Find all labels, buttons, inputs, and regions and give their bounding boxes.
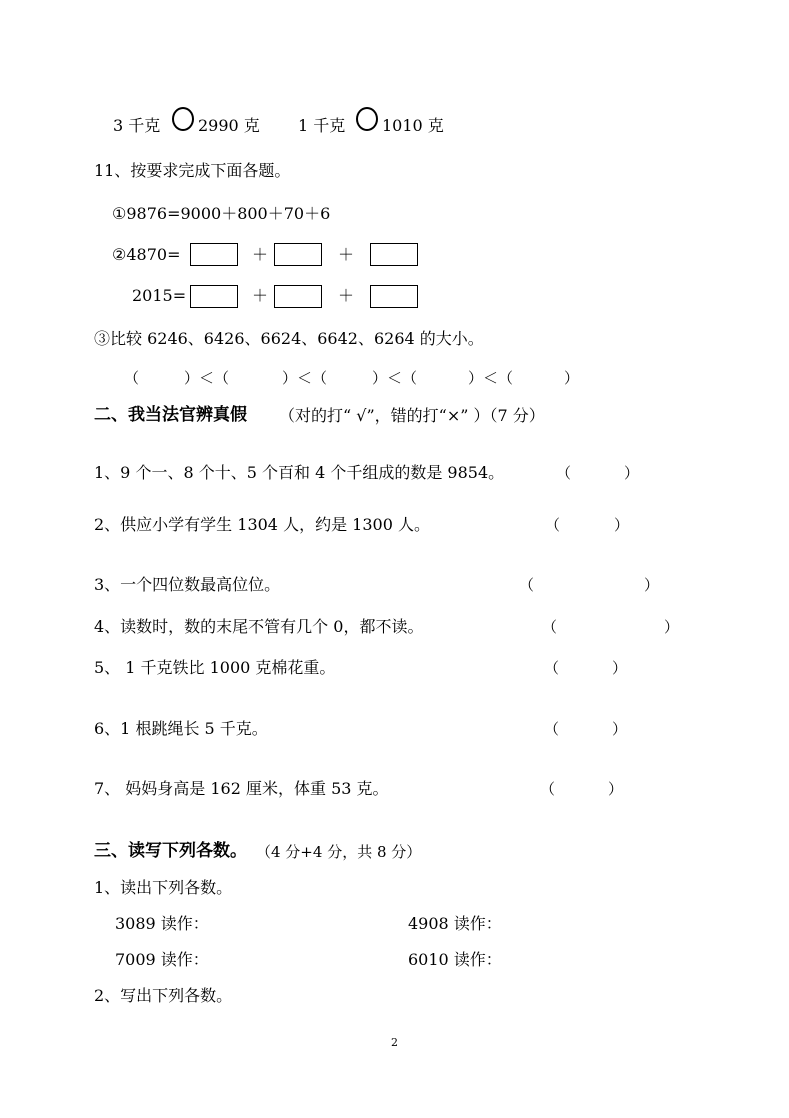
judge-item-1: 1、9 个一、8 个十、5 个百和 4 个千组成的数是 9854。 <box>94 463 505 482</box>
judge-item-3: 3、一个四位数最高位位。 <box>94 575 281 594</box>
answer-box[interactable] <box>190 285 238 308</box>
q11-item3: ③比较 6246、6426、6624、6642、6264 的大小。 <box>94 329 484 348</box>
answer-box[interactable] <box>370 243 418 266</box>
answer-box[interactable] <box>274 285 322 308</box>
judge-item-7: 7、 妈妈身高是 162 厘米，体重 53 克。 <box>94 779 389 798</box>
compare-chain-part: ）＜（ <box>468 369 514 387</box>
plus-sign: ＋ <box>252 245 269 264</box>
answer-box[interactable] <box>190 243 238 266</box>
paren-close: ） <box>614 516 630 534</box>
compare-chain-part: ）＜（ <box>184 369 230 387</box>
judge-item-4: 4、读数时，数的末尾不管有几个 0，都不读。 <box>94 617 424 636</box>
read-item-4: 6010 读作： <box>408 950 502 969</box>
section3-title: 三、读写下列各数。 <box>94 841 247 861</box>
section3-sub2: 2、写出下列各数。 <box>94 986 233 1005</box>
compare-left-a: 3 千克 <box>113 116 161 135</box>
compare-chain-part: ）＜（ <box>372 369 418 387</box>
answer-box[interactable] <box>370 285 418 308</box>
read-item-2: 4908 读作： <box>408 914 502 933</box>
paren-close: ） <box>644 576 660 594</box>
judge-item-5: 5、 1 千克铁比 1000 克棉花重。 <box>94 658 336 677</box>
compare-circle-b[interactable] <box>356 107 378 131</box>
paren-close: ） <box>624 464 640 482</box>
plus-sign: ＋ <box>338 286 355 305</box>
compare-right-b: 1010 克 <box>382 116 444 135</box>
q11-title: 11、按要求完成下面各题。 <box>94 161 291 180</box>
q11-item2-label: ②4870= <box>112 245 181 264</box>
paren-close: ） <box>612 659 628 677</box>
paren-open: （ <box>540 780 556 798</box>
paren-open: （ <box>542 618 558 636</box>
compare-chain-part: （ <box>124 369 140 387</box>
section3-note: （4 分+4 分，共 8 分） <box>256 843 422 861</box>
paren-close: ） <box>612 720 628 738</box>
read-item-3: 7009 读作： <box>115 950 209 969</box>
compare-chain-part: ） <box>564 369 580 387</box>
judge-item-2: 2、供应小学有学生 1304 人，约是 1300 人。 <box>94 515 430 534</box>
paren-open: （ <box>544 720 560 738</box>
compare-right-a: 2990 克 <box>198 116 260 135</box>
compare-circle-a[interactable] <box>172 107 194 131</box>
page-number: 2 <box>391 1036 398 1049</box>
q11-item2b-label: 2015= <box>132 286 187 305</box>
section2-title: 二、我当法官辨真假 <box>94 405 247 425</box>
paren-open: （ <box>519 576 535 594</box>
q11-item1: ①9876=9000＋800＋70＋6 <box>112 204 331 223</box>
paren-open: （ <box>556 464 572 482</box>
answer-box[interactable] <box>274 243 322 266</box>
plus-sign: ＋ <box>252 286 269 305</box>
plus-sign: ＋ <box>338 245 355 264</box>
paren-close: ） <box>608 780 624 798</box>
paren-open: （ <box>545 516 561 534</box>
compare-left-b: 1 千克 <box>298 116 346 135</box>
paren-open: （ <box>544 659 560 677</box>
section2-note: （对的打“ √”，错的打“×” ）（7 分） <box>279 406 545 425</box>
section3-sub1: 1、读出下列各数。 <box>94 878 233 897</box>
compare-chain-part: ）＜（ <box>282 369 328 387</box>
judge-item-6: 6、1 根跳绳长 5 千克。 <box>94 719 268 738</box>
paren-close: ） <box>664 618 680 636</box>
read-item-1: 3089 读作： <box>115 914 209 933</box>
